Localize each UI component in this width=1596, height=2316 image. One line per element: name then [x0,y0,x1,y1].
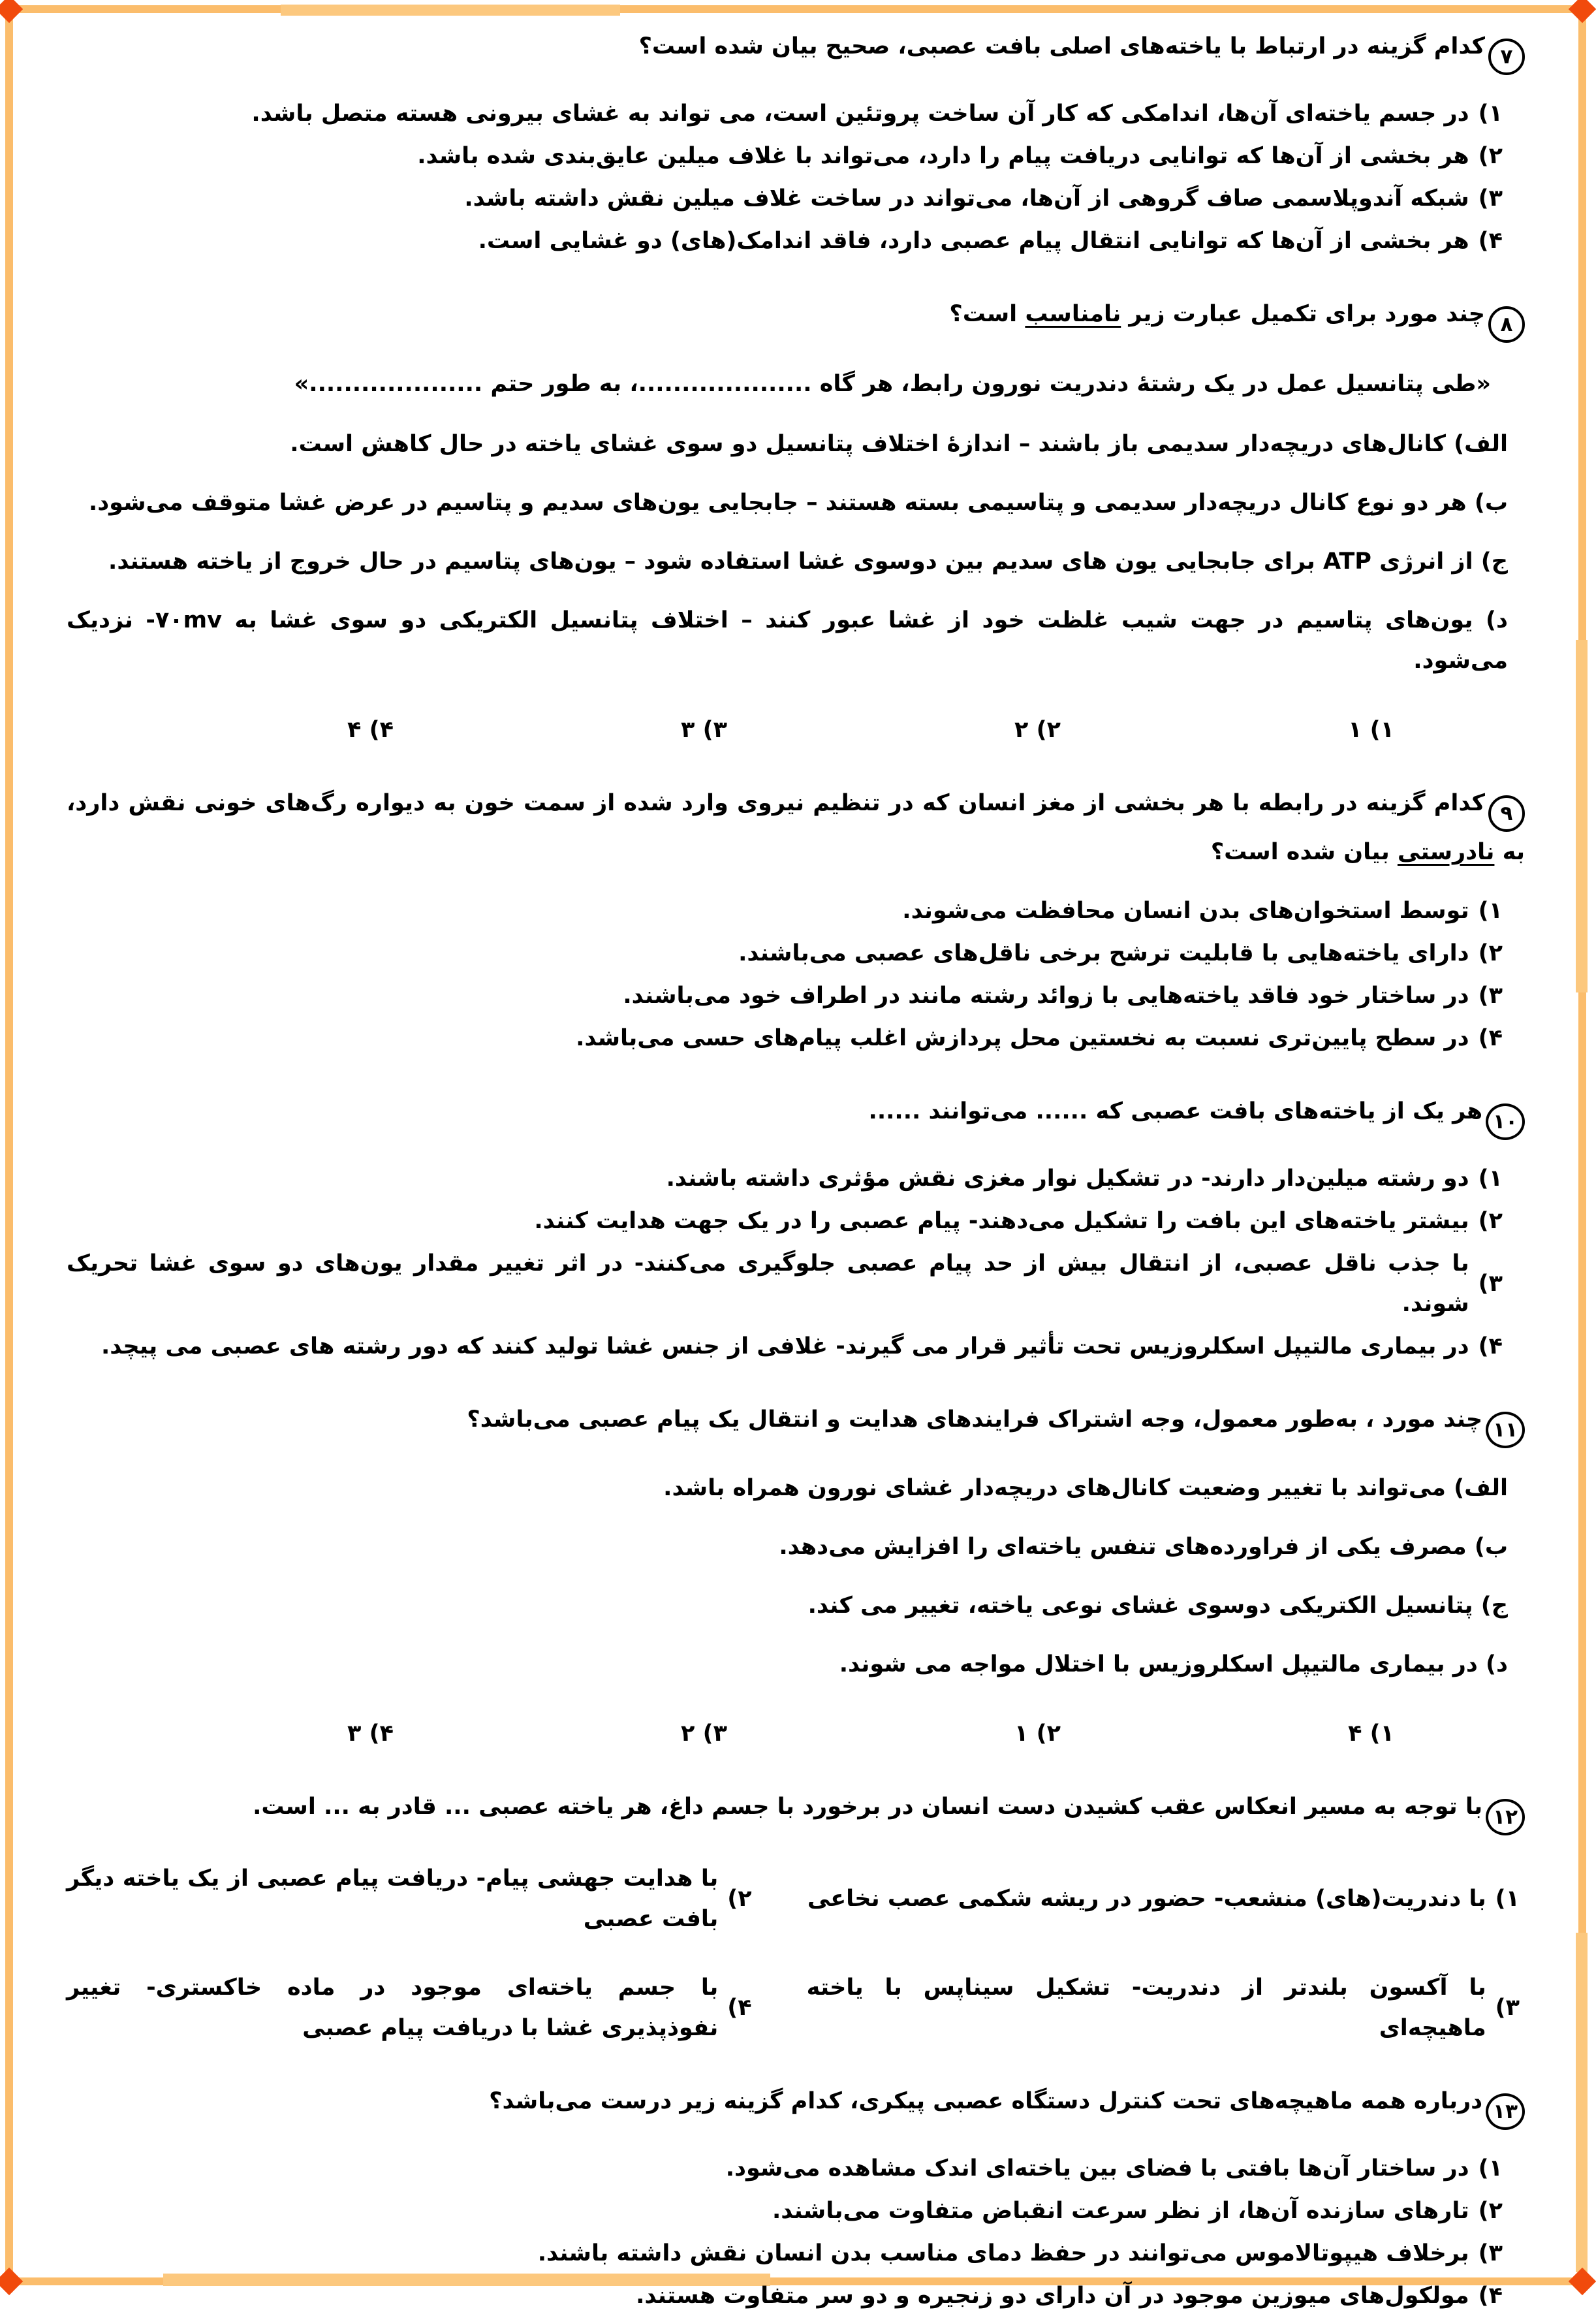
question-13-number-badge: ۱۳ [1486,2093,1525,2130]
question-10-text: هر یک از یاخته‌های بافت عصبی که ...... می‌توانند ...... [868,1098,1483,1124]
question-11-header [67,1399,1525,1448]
option-number: ۳) [1495,1995,1520,2021]
question-13-header [67,2081,1525,2130]
item-label: ج) [1480,1593,1508,1619]
question-12-text: با توجه به مسیر انعکاس عقب کشیدن دست انسان در برخورد با جسم داغ، هر یاخته عصبی ... قادر به ... است. [253,1794,1483,1820]
question-7-options [67,93,1503,261]
question-9-options [67,891,1503,1058]
question-7 [67,26,1525,261]
question-10-option-3 [67,1243,1503,1324]
option-number: ۱) [1478,2155,1503,2181]
answer-choice-3: ۳) ۳ [681,717,727,743]
item-text: یون‌های پتاسیم در جهت شیب غلظت خود از غشا عبور کنند – اختلاف پتانسیل الکتریکی دو سوی غشا به ۷۰mv- نزدیک می‌شود. [67,607,1508,674]
option-number: ۳) [1478,983,1503,1009]
option-text: در ساختار آن‌ها بافتی با فضای بین یاخته‌ای اندک مشاهده می‌شود. [725,2155,1469,2181]
option-number: ۴) [1478,1025,1503,1051]
question-11-answer-row [67,1713,1525,1754]
option-text: دارای یاخته‌هایی با قابلیت ترشح برخی ناقل‌های عصبی می‌باشند. [738,940,1469,966]
item-text: مصرف یکی از فراورده‌های تنفس یاخته‌ای را افزایش می‌دهد. [779,1534,1467,1560]
question-12-number-badge: ۱۲ [1486,1799,1525,1835]
question-9-option-2 [67,933,1503,974]
option-text: شبکه آندوپلاسمی صاف گروهی از آن‌ها، می‌تواند در ساخت غلاف میلین نقش داشته باشد. [464,185,1469,212]
option-text: با جذب ناقل عصبی، از انتقال بیش از حد پیام عصبی جلوگیری می‌کنند- در اثر تغییر مقدار یون‌های دو سوی غشا تحریک شوند. [67,1250,1469,1317]
question-8-header [67,294,1525,343]
option-text: در سطح پایین‌تری نسبت به نخستین محل پردازش اغلب پیام‌های حسی می‌باشد. [576,1025,1469,1051]
question-8-item-b [67,483,1508,523]
question-12-option-3 [807,1967,1520,2048]
item-text: پتانسیل الکتریکی دوسوی غشای نوعی یاخته، تغییر می کند. [807,1593,1473,1619]
question-13-option-3 [67,2233,1503,2274]
option-text: با آکسون بلندتر از دندریت- تشکیل سیناپس با یاخته ماهیچه‌ای [806,1975,1486,2041]
question-13-text: درباره همه ماهیچه‌های تحت کنترل دستگاه عصبی پیکری، کدام گزینه زیر درست می‌باشد؟ [489,2088,1483,2114]
option-text: با جسم یاخته‌ای موجود در ماده خاکستری- تغییر نفوذپذیری غشا با دریافت پیام عصبی [67,1975,719,2041]
answer-choice-4: ۴) ۳ [347,1721,394,1747]
question-9-option-1 [67,891,1503,931]
question-8-item-c [67,541,1508,582]
option-text: توسط استخوان‌های بدن انسان محافظت می‌شوند. [902,898,1469,924]
item-text: در بیماری مالتیپل اسکلروزیس با اختلال مواجه می شوند. [839,1651,1478,1677]
item-label: ب) [1474,490,1508,516]
question-10-options [67,1158,1503,1367]
option-text: تارهای سازنده آن‌ها، از نظر سرعت انقباض متفاوت می‌باشند. [772,2198,1469,2224]
option-text: در ساختار خود فاقد یاخته‌هایی با زوائد رشته مانند در اطراف خود می‌باشند. [623,983,1469,1009]
question-8-text-pre: چند مورد برای تکمیل عبارت زیر [1121,301,1485,327]
question-8-item-a [67,424,1508,464]
item-text: هر دو نوع کانال دریچه‌دار سدیمی و پتاسیمی بسته هستند – جابجایی یون‌های سدیم و پتاسیم در عرض غشا متوقف می‌شود. [88,490,1467,516]
item-text: از انرژی ATP برای جابجایی یون های سدیم بین دوسوی غشا استفاده شود – یون‌های پتاسیم در حال خروج از یاخته هستند. [108,548,1473,575]
exam-content [13,13,1578,2309]
question-8-quote: «طی پتانسیل عمل در یک رشتهٔ دندریت نورون رابط، هر گاه ....................، به طور حتم ....................» [294,371,1491,397]
question-12 [67,1786,1525,2048]
question-8-answer-row [67,710,1525,750]
question-7-option-1 [67,93,1503,134]
question-7-option-4 [67,221,1503,261]
question-11-items [67,1468,1508,1685]
item-label: الف) [1454,431,1508,457]
question-9-text-pre: کدام گزینه در رابطه با هر بخشی از مغز انسان که در تنظیم نیروی وارد شده از سمت خون به دیواره رگ‌های خونی نقش دارد، به [67,790,1525,865]
question-10-header [67,1091,1525,1140]
question-11-item-c [67,1585,1508,1626]
answer-choice-4: ۴) ۴ [347,717,394,743]
question-10-option-4 [67,1326,1503,1367]
question-13-options [67,2148,1503,2316]
question-9-header [67,783,1525,872]
item-label: د) [1486,607,1508,633]
question-10-option-2 [67,1201,1503,1241]
question-12-option-2 [67,1858,752,1939]
question-11-item-d [67,1644,1508,1685]
question-9-number-badge: ۹ [1488,795,1525,832]
option-number: ۴) [1478,1333,1503,1359]
question-11 [67,1399,1525,1754]
item-text: کانال‌های دریچه‌دار سدیمی باز باشند – اندازهٔ اختلاف پتانسیل دو سوی غشای یاخته در حال کاهش است. [290,431,1446,457]
question-9-option-3 [67,976,1503,1016]
option-text: دو رشته میلین‌دار دارند- در تشکیل نوار مغزی نقش مؤثری داشته باشند. [666,1166,1469,1192]
answer-choice-1: ۱) ۴ [1348,1721,1394,1747]
question-7-option-3 [67,178,1503,219]
question-11-text: چند مورد ، به‌طور معمول، وجه اشتراک فرایندهای هدایت و انتقال یک پیام عصبی می‌باشد؟ [467,1406,1483,1433]
option-number: ۴) [1478,228,1503,254]
option-text: مولکول‌های میوزین موجود در آن دارای دو زنجیره و دو سر متفاوت هستند. [636,2283,1469,2309]
item-label: الف) [1454,1475,1508,1501]
question-7-number-badge: ۷ [1488,39,1525,75]
question-9-text-post: بیان شده است؟ [1210,839,1398,865]
item-label: د) [1486,1651,1508,1677]
question-13-option-4 [67,2276,1503,2316]
answer-choice-2: ۲) ۲ [1014,717,1061,743]
question-13-option-1 [67,2148,1503,2189]
option-text: با دندریت(های) منشعب- حضور در ریشه شکمی عصب نخاعی [807,1886,1486,1912]
question-8-items [67,424,1508,681]
question-13-option-2 [67,2191,1503,2231]
answer-choice-3: ۳) ۲ [681,1721,727,1747]
option-number: ۱) [1478,1166,1503,1192]
option-number: ۲) [727,1886,752,1912]
question-8-item-d [67,600,1508,681]
option-text: در بیماری مالتیپل اسکلروزیس تحت تأثیر قرار می گیرند- غلافی از جنس غشا تولید کنند که دور رشته های عصبی می پیچد. [101,1333,1469,1359]
question-8-text-post: است؟ [949,301,1025,327]
option-number: ۴) [1478,2283,1503,2309]
question-12-option-1 [807,1858,1520,1939]
option-number: ۳) [1478,1271,1503,1297]
question-12-header [67,1786,1525,1835]
option-text: بیشتر یاخته‌های این بافت را تشکیل می‌دهند- پیام عصبی را در یک جهت هدایت کنند. [534,1208,1469,1234]
option-number: ۲) [1478,940,1503,966]
question-9-text-underlined: نادرستی [1397,839,1495,865]
option-number: ۲) [1478,2198,1503,2224]
question-12-options-grid [67,1856,1520,2048]
option-number: ۱) [1495,1886,1520,1912]
question-10-number-badge: ۱۰ [1486,1103,1525,1140]
question-9-option-4 [67,1018,1503,1058]
option-number: ۲) [1478,1208,1503,1234]
option-number: ۳) [1478,185,1503,212]
item-label: ب) [1474,1534,1508,1560]
option-text: با هدایت جهشی پیام- دریافت پیام عصبی از یک یاخته دیگر بافت عصبی [67,1865,719,1932]
item-label: ج) [1480,548,1508,575]
item-text: می‌تواند با تغییر وضعیت کانال‌های دریچه‌دار غشای نورون همراه باشد. [663,1475,1446,1501]
question-7-option-2 [67,136,1503,176]
option-number: ۳) [1478,2240,1503,2266]
question-10-option-1 [67,1158,1503,1199]
question-12-option-4 [67,1967,752,2048]
option-text: در جسم یاخته‌ای آن‌ها، اندامکی که کار آن ساخت پروتئین است، می تواند به غشای بیرونی هسته متصل باشد. [251,101,1469,127]
question-11-item-b [67,1527,1508,1567]
option-number: ۴) [727,1995,752,2021]
question-11-number-badge: ۱۱ [1486,1412,1525,1448]
option-number: ۱) [1478,898,1503,924]
question-8-text-underlined: نامناسب [1025,301,1121,327]
option-number: ۱) [1478,101,1503,127]
answer-choice-1: ۱) ۱ [1348,717,1394,743]
option-text: هر بخشی از آن‌ها که توانایی دریافت پیام را دارد، می‌تواند با غلاف میلین عایق‌بندی شده باشد. [417,143,1469,169]
question-10 [67,1091,1525,1367]
question-7-header [67,26,1525,75]
option-number: ۲) [1478,143,1503,169]
answer-choice-2: ۲) ۱ [1014,1721,1061,1747]
question-13 [67,2081,1525,2316]
question-7-text: کدام گزینه در ارتباط با یاخته‌های اصلی بافت عصبی، صحیح بیان شده است؟ [638,33,1485,59]
question-9 [67,783,1525,1058]
question-8 [67,294,1525,750]
option-text: هر بخشی از آن‌ها که توانایی انتقال پیام عصبی دارد، فاقد اندامک(های) دو غشایی است. [478,228,1469,254]
question-8-number-badge: ۸ [1488,306,1525,343]
option-text: برخلاف هیپوتالاموس می‌توانند در حفظ دمای مناسب بدن انسان نقش داشته باشند. [537,2240,1469,2266]
question-11-item-a [67,1468,1508,1508]
